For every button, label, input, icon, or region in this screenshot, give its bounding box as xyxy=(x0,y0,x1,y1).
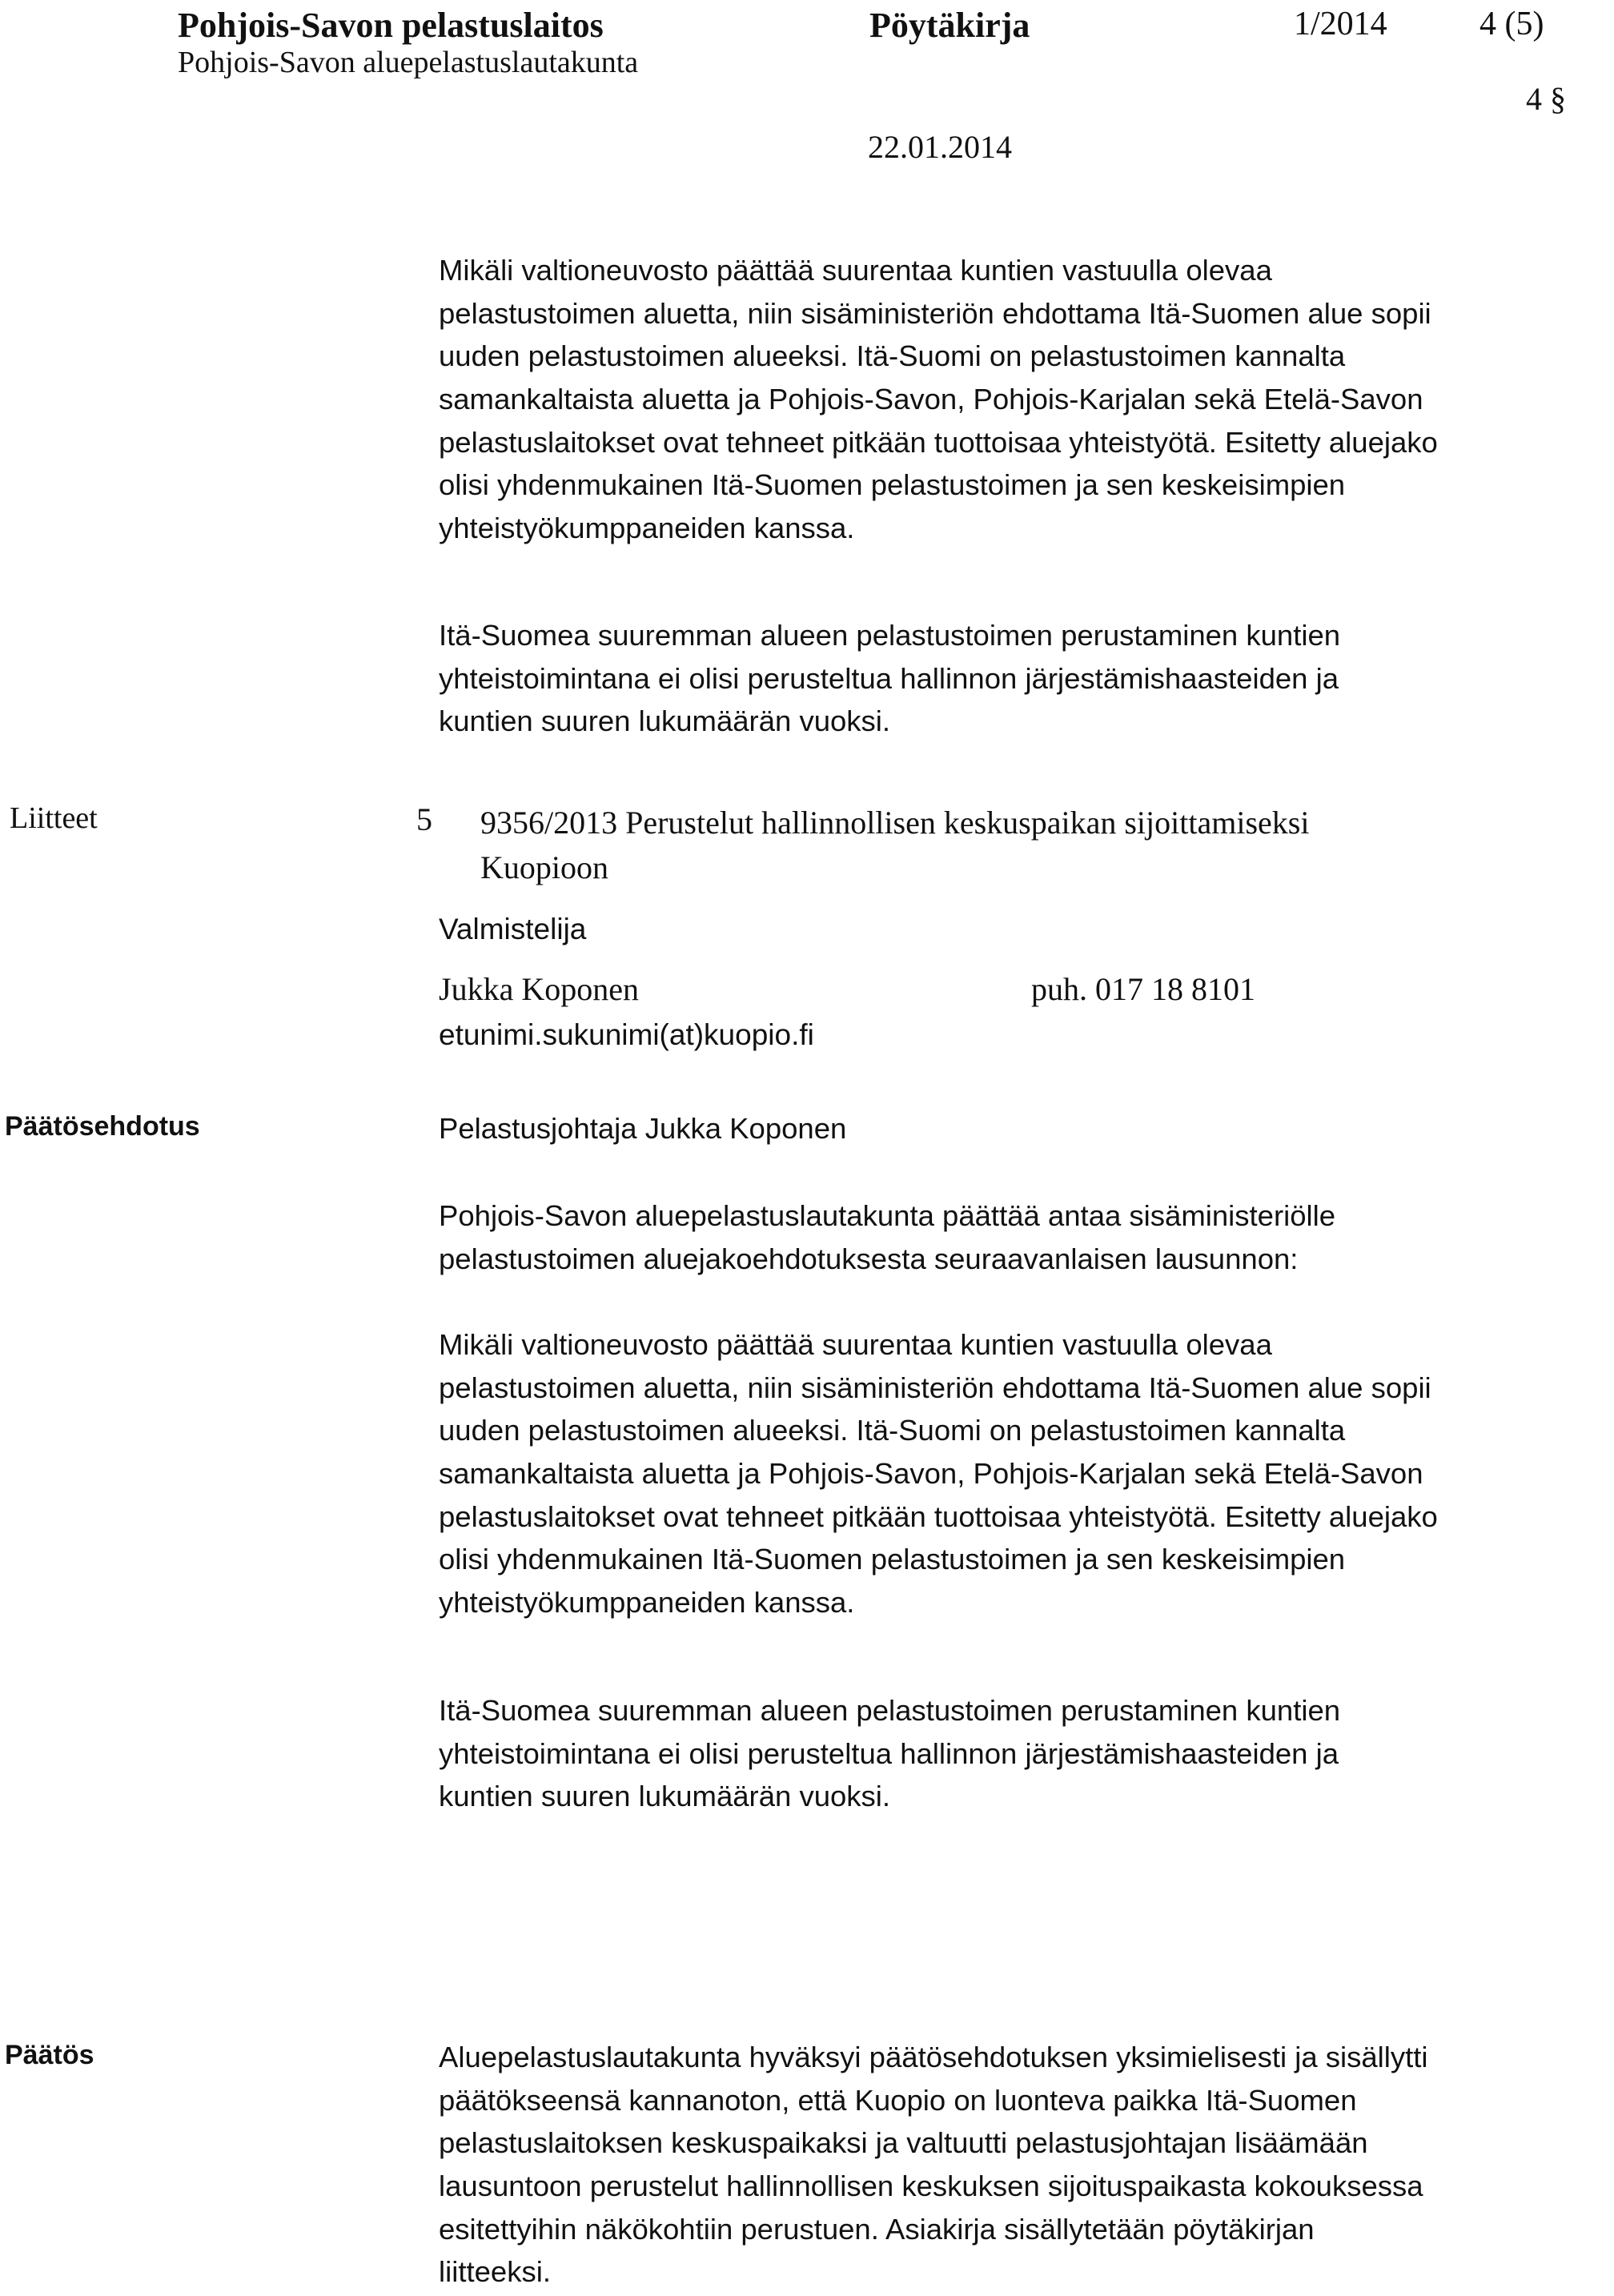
document-type: Pöytäkirja xyxy=(869,6,1030,45)
text-line: lausuntoon perustelut hallinnollisen keskuksen sijoituspaikasta kokouksessa xyxy=(439,2170,1423,2203)
preparer-name: Jukka Koponen xyxy=(439,971,639,1007)
text-line: Aluepelastuslautakunta hyväksyi päätösehdotuksen yksimielisesti ja sisällytti xyxy=(439,2041,1428,2073)
text-line: pelastuslaitokset ovat tehneet pitkään tuottoisaa yhteistyötä. Esitetty aluejako xyxy=(439,425,1438,459)
intro-paragraph-2 xyxy=(439,614,1592,743)
text-line: olisi yhdenmukainen Itä-Suomen pelastustoimen ja sen keskeisimpien xyxy=(439,468,1346,502)
text-line: uuden pelastustoimen alueeksi. Itä-Suomi on pelastustoimen kannalta xyxy=(439,339,1346,373)
text-line: samankaltaista aluetta ja Pohjois-Savon, Pohjois-Karjalan sekä Etelä-Savon xyxy=(439,1457,1423,1491)
text-line: Itä-Suomea suuremman alueen pelastustoimen perustaminen kuntien xyxy=(439,619,1341,652)
text-line: pelastustoimen aluetta, niin sisäministeriön ehdottama Itä-Suomen alue sopii xyxy=(439,296,1431,330)
text-line: päätökseensä kannanoton, että Kuopio on luonteva paikka Itä-Suomen xyxy=(439,2083,1357,2117)
text-line: yhteistyökumppaneiden kanssa. xyxy=(439,512,855,545)
meeting-date: 22.01.2014 xyxy=(868,129,1012,165)
proposer-line xyxy=(439,1107,1592,1150)
text-line: yhteistoimintana ei olisi perusteltua hallinnon järjestämishaasteiden ja xyxy=(439,1736,1339,1770)
text-line: samankaltaista aluetta ja Pohjois-Savon, Pohjois-Karjalan sekä Etelä-Savon xyxy=(439,383,1423,416)
text-line: yhteistyökumppaneiden kanssa. xyxy=(439,1586,855,1620)
document-number: 1/2014 xyxy=(1294,6,1387,42)
intro-paragraph-1 xyxy=(439,249,1592,550)
text-line: liitteeksi. xyxy=(439,2255,551,2289)
text-line: Mikäli valtioneuvosto päättää suurentaa kuntien vastuulla olevaa xyxy=(439,1328,1272,1361)
section-number: 4 § xyxy=(1526,81,1566,117)
text-line: uuden pelastustoimen alueeksi. Itä-Suomi on pelastustoimen kannalta xyxy=(439,1414,1346,1447)
preparer-phone: puh. 017 18 8101 xyxy=(1031,971,1255,1007)
text-line: pelastuslaitoksen keskuspaikaksi ja valtuutti pelastusjohtajan lisäämään xyxy=(439,2126,1368,2160)
text-line: Itä-Suomea suuremman alueen pelastustoimen perustaminen kuntien xyxy=(439,1694,1341,1727)
text-line: kuntien suuren lukumäärän vuoksi. xyxy=(439,1780,891,1813)
organization-name: Pohjois-Savon pelastuslaitos xyxy=(178,6,604,45)
decision-paragraph xyxy=(439,2036,1592,2294)
proposal-label: Päätösehdotus xyxy=(5,1111,200,1142)
text-line: Pelastusjohtaja Jukka Koponen xyxy=(439,1112,847,1145)
proposal-paragraph-1 xyxy=(439,1194,1592,1280)
text-line: Pohjois-Savon aluepelastuslautakunta päättää antaa sisäministeriölle xyxy=(439,1199,1336,1232)
attachment-number: 5 xyxy=(416,801,432,837)
proposal-paragraph-2 xyxy=(439,1323,1592,1624)
text-line: 9356/2013 Perustelut hallinnollisen keskuspaikan sijoittamiseksi xyxy=(480,805,1310,841)
text-line: pelastustoimen aluejakoehdotuksesta seuraavanlaisen lausunnon: xyxy=(439,1242,1299,1275)
text-line: olisi yhdenmukainen Itä-Suomen pelastustoimen ja sen keskeisimpien xyxy=(439,1543,1346,1576)
text-line: esitettyihin näkökohtiin perustuen. Asiakirja sisällytetään pöytäkirjan xyxy=(439,2212,1315,2246)
attachments-label: Liitteet xyxy=(10,801,98,835)
preparer-email: etunimi.sukunimi(at)kuopio.fi xyxy=(439,1018,814,1051)
text-line: pelastustoimen aluetta, niin sisäministeriön ehdottama Itä-Suomen alue sopii xyxy=(439,1371,1431,1404)
text-line: Kuopioon xyxy=(480,849,608,885)
decision-label: Päätös xyxy=(5,2040,94,2070)
text-line: Mikäli valtioneuvosto päättää suurentaa kuntien vastuulla olevaa xyxy=(439,254,1272,287)
text-line: kuntien suuren lukumäärän vuoksi. xyxy=(439,704,891,738)
preparer-role: Valmistelija xyxy=(439,913,587,945)
text-line: yhteistoimintana ei olisi perusteltua hallinnon järjestämishaasteiden ja xyxy=(439,661,1339,695)
page-number: 4 (5) xyxy=(1480,6,1544,42)
text-line: pelastuslaitokset ovat tehneet pitkään tuottoisaa yhteistyötä. Esitetty aluejako xyxy=(439,1499,1438,1533)
committee-name: Pohjois-Savon aluepelastuslautakunta xyxy=(178,46,639,79)
proposal-paragraph-3 xyxy=(439,1689,1592,1818)
attachment-title xyxy=(480,801,1309,890)
